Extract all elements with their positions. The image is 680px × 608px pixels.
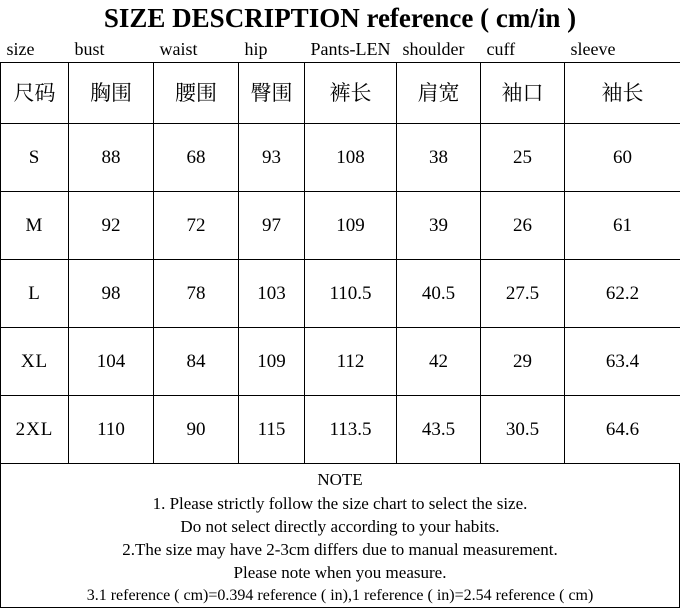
note-section: [0, 464, 680, 608]
table-row: [1, 260, 680, 328]
note-line-2: Do not select directly according to your habits.: [1, 515, 679, 538]
cell-cuff: 27.5: [481, 260, 565, 328]
cell-pants-len: 108: [305, 124, 397, 192]
cell-shoulder: 40.5: [397, 260, 481, 328]
header-en-hip: hip: [239, 36, 305, 63]
header-en-cuff: cuff: [481, 36, 565, 63]
header-cn-hip: 臀围: [239, 63, 305, 124]
cell-sleeve: 60: [565, 124, 680, 192]
cell-size: S: [1, 124, 69, 192]
header-cn-bust: 胸围: [69, 63, 154, 124]
cell-bust: 98: [69, 260, 154, 328]
header-en-waist: waist: [154, 36, 239, 63]
header-en-bust: bust: [69, 36, 154, 63]
cell-shoulder: 38: [397, 124, 481, 192]
table-row: [1, 124, 680, 192]
cell-bust: 92: [69, 192, 154, 260]
cell-cuff: 25: [481, 124, 565, 192]
cell-pants-len: 109: [305, 192, 397, 260]
cell-bust: 104: [69, 328, 154, 396]
table-row: [1, 396, 680, 464]
header-cn-shoulder: 肩宽: [397, 63, 481, 124]
note-line-3: 2.The size may have 2-3cm differs due to manual measurement.: [1, 538, 679, 561]
note-line-1: 1. Please strictly follow the size chart to select the size.: [1, 492, 679, 515]
cell-shoulder: 43.5: [397, 396, 481, 464]
cell-waist: 90: [154, 396, 239, 464]
table-row: [1, 192, 680, 260]
cell-sleeve: 63.4: [565, 328, 680, 396]
cell-sleeve: 62.2: [565, 260, 680, 328]
cell-waist: 68: [154, 124, 239, 192]
cell-shoulder: 42: [397, 328, 481, 396]
size-chart-table: [0, 36, 680, 464]
cell-pants-len: 113.5: [305, 396, 397, 464]
table-row: [1, 328, 680, 396]
cell-size: L: [1, 260, 69, 328]
page-title: SIZE DESCRIPTION reference ( cm/in ): [0, 0, 680, 36]
cell-hip: 93: [239, 124, 305, 192]
cell-waist: 84: [154, 328, 239, 396]
header-cn-sleeve: 袖长: [565, 63, 680, 124]
header-cn-size: 尺码: [1, 63, 69, 124]
cell-hip: 103: [239, 260, 305, 328]
note-line-4: Please note when you measure.: [1, 561, 679, 584]
cell-cuff: 30.5: [481, 396, 565, 464]
cell-cuff: 26: [481, 192, 565, 260]
cell-size: XL: [1, 328, 69, 396]
cell-bust: 110: [69, 396, 154, 464]
cell-hip: 115: [239, 396, 305, 464]
cell-waist: 72: [154, 192, 239, 260]
header-cn-waist: 腰围: [154, 63, 239, 124]
cell-hip: 97: [239, 192, 305, 260]
note-line-5: 3.1 reference ( cm)=0.394 reference ( in),1 reference ( in)=2.54 reference ( cm): [1, 584, 679, 607]
cell-bust: 88: [69, 124, 154, 192]
table-header-chinese: [1, 63, 680, 124]
cell-waist: 78: [154, 260, 239, 328]
cell-pants-len: 110.5: [305, 260, 397, 328]
header-en-shoulder: shoulder: [397, 36, 481, 63]
cell-shoulder: 39: [397, 192, 481, 260]
cell-size: M: [1, 192, 69, 260]
cell-size: 2XL: [1, 396, 69, 464]
header-en-pants-len: Pants-LEN: [305, 36, 397, 63]
header-en-sleeve: sleeve: [565, 36, 680, 63]
header-cn-pants-len: 裤长: [305, 63, 397, 124]
note-title: NOTE: [1, 468, 679, 492]
cell-hip: 109: [239, 328, 305, 396]
header-en-size: size: [1, 36, 69, 63]
table-header-english: [1, 36, 680, 63]
cell-sleeve: 64.6: [565, 396, 680, 464]
cell-cuff: 29: [481, 328, 565, 396]
cell-pants-len: 112: [305, 328, 397, 396]
cell-sleeve: 61: [565, 192, 680, 260]
header-cn-cuff: 袖口: [481, 63, 565, 124]
